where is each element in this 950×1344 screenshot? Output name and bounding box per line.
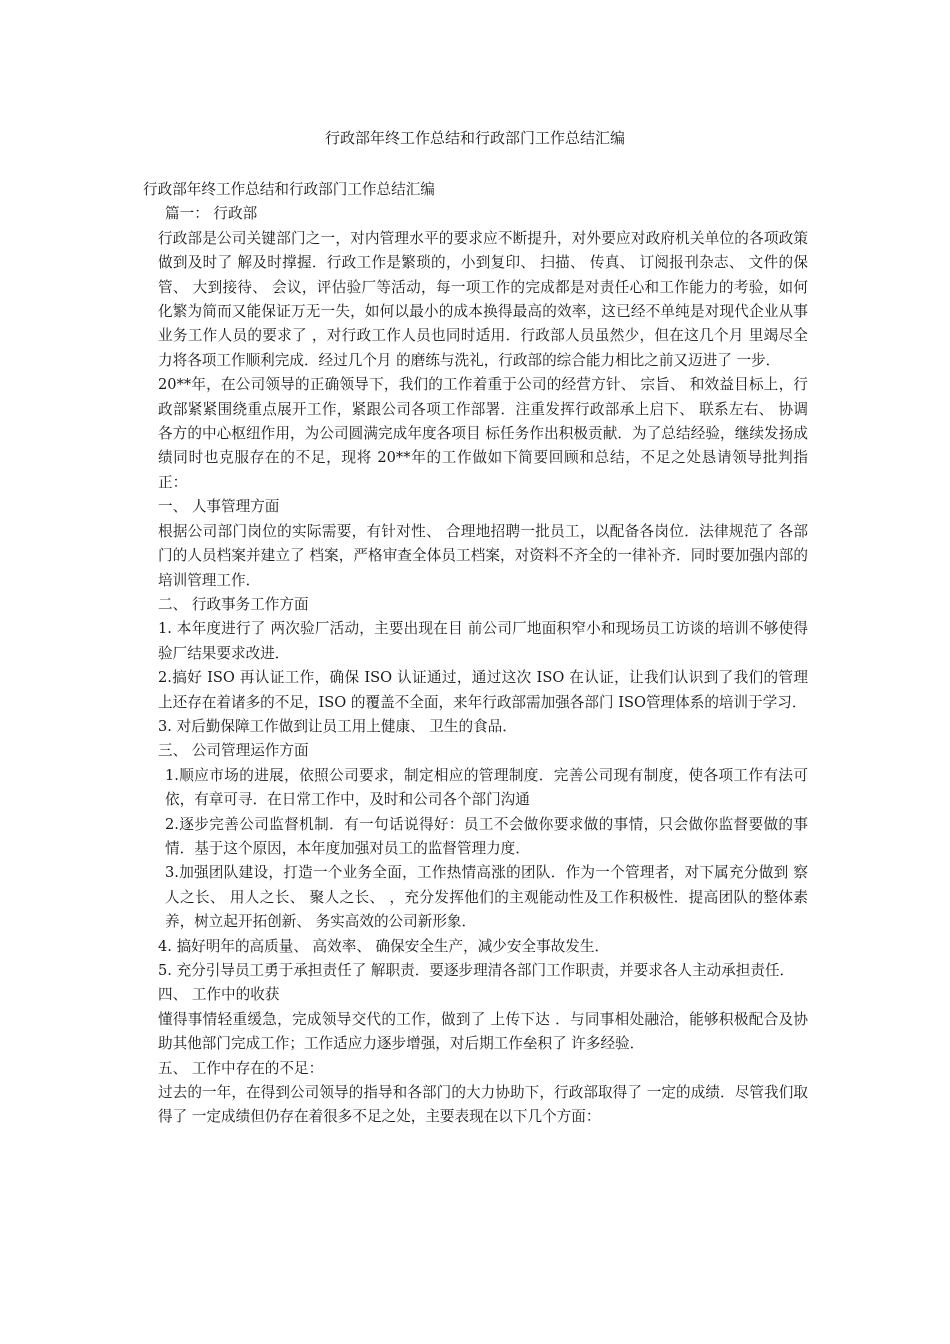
section-heading: 五、 工作中存在的不足： bbox=[158, 1059, 324, 1077]
section-heading: 一、 人事管理方面 bbox=[158, 498, 280, 516]
section-heading: 四、 工作中的收获 bbox=[158, 986, 280, 1004]
document-title: 行政部年终工作总结和行政部门工作总结汇编 bbox=[324, 129, 625, 147]
list-item: 3.加强团队建设，打造一个业务全面，工作热情高涨的团队．作为一个管理者，对下属充分做到 察人之长、 用人之长、 聚人之长、 ，充分发挥他们的主观能动性及工作积极性．提高团队的整体素养，树立起开拓创新、 务实高效的公司新形象． bbox=[165, 864, 808, 931]
list-item: 4. 搞好明年的高质量、 高效率、 确保安全生产，减少安全事故发生． bbox=[158, 937, 610, 955]
paragraph: 根据公司部门岗位的实际需要，有针对性、 合理地招聘一批员工，以配备各岗位．法律规范了 各部门的人员档案并建立了 档案，严格审查全体员工档案，对资料不齐全的一律补齐．同时要加强内部的培训管理工作． bbox=[158, 522, 808, 589]
paragraph: 过去的一年，在得到公司领导的指导和各部门的大力协助下，行政部取得了 一定的成绩．尽管我们取得了 一定成绩但仍存在着很多不足之处，主要表现在以下几个方面： bbox=[158, 1084, 808, 1126]
chapter-heading: 篇一： 行政部 bbox=[165, 205, 258, 223]
paragraph: 懂得事情轻重缓急，完成领导交代的工作，做到了 上传下达 ．与同事相处融洽，能够积极配合及协助其他部门完成工作；工作适应力逐步增强，对后期工作垒积了 许多经验． bbox=[158, 1010, 808, 1053]
document-subtitle: 行政部年终工作总结和行政部门工作总结汇编 bbox=[143, 181, 435, 198]
document-body bbox=[143, 178, 808, 1130]
list-item: 5. 充分引导员工勇于承担责任了 解职责．要逐步理清各部门工作职责，并要求各人主动承担责任． bbox=[158, 962, 795, 979]
paragraph: 行政部是公司关键部门之一，对内管理水平的要求应不断提升，对外要应对政府机关单位的各项政策做到及时了 解及时撑握．行政工作是繁琐的，小到复印、 扫描、 传真、 订阅报刊杂志、 文件的保管、 大到接待、 会议，评估验厂等活动，每一项工作的完成都是对责任心和工作能力的考验，如何化繁为简而又能保证万无一失，如何以最小的成本换得最高的效率，这已经不单纯是对现代企业从事业务工作人员的要求了 ，对行政工作人员也同时适用．行政部人员虽然少，但在这几个月 里竭尽全力将各项工作顺利完成．经过几个月 的磨练与洗礼，行政部的综合能力相比之前又迈进了 一步． bbox=[158, 229, 808, 369]
section-heading: 二、 行政事务工作方面 bbox=[158, 595, 309, 613]
list-item: 2.逐步完善公司监督机制．有一句话说得好：员工不会做你要求做的事情，只会做你监督要做的事情．基于这个原因，本年度加强对员工的监督管理力度． bbox=[165, 815, 808, 857]
list-item: 3. 对后勤保障工作做到让员工用上健康、 卫生的食品． bbox=[158, 717, 517, 735]
paragraph: 20**年，在公司领导的正确领导下，我们的工作着重于公司的经营方针、 宗旨、 和效益目标上，行政部紧紧围绕重点展开工作，紧跟公司各项工作部署．注重发挥行政部承上启下、 联系左右、 协调各方的中心枢纽作用，为公司圆满完成年度各项目 标任务作出积极贡献．为了总结经验，继续发扬成绩同时也克服存在的不足，现将 20**年的工作做如下简要回顾和总结，不足之处恳请领导批判指正： bbox=[158, 376, 808, 491]
list-item: 1.顺应市场的进展，依照公司要求，制定相应的管理制度．完善公司现有制度，使各项工作有法可依，有章可寻．在日常工作中，及时和公司各个部门沟通 bbox=[165, 766, 808, 809]
list-item: 1. 本年度进行了 两次验厂活动，主要出现在目 前公司厂地面积窄小和现场员工访谈的培训不够使得验厂结果要求改进． bbox=[158, 620, 808, 662]
section-heading: 三、 公司管理运作方面 bbox=[158, 742, 309, 760]
list-item: 2.搞好 ISO 再认证工作，确保 ISO 认证通过，通过这次 ISO 在认证，让我们认识到了我们的管理上还存在着诸多的不足，ISO 的覆盖不全面，来年行政部需加强各部门 ISO管理体系的培训于学习． bbox=[158, 669, 808, 711]
